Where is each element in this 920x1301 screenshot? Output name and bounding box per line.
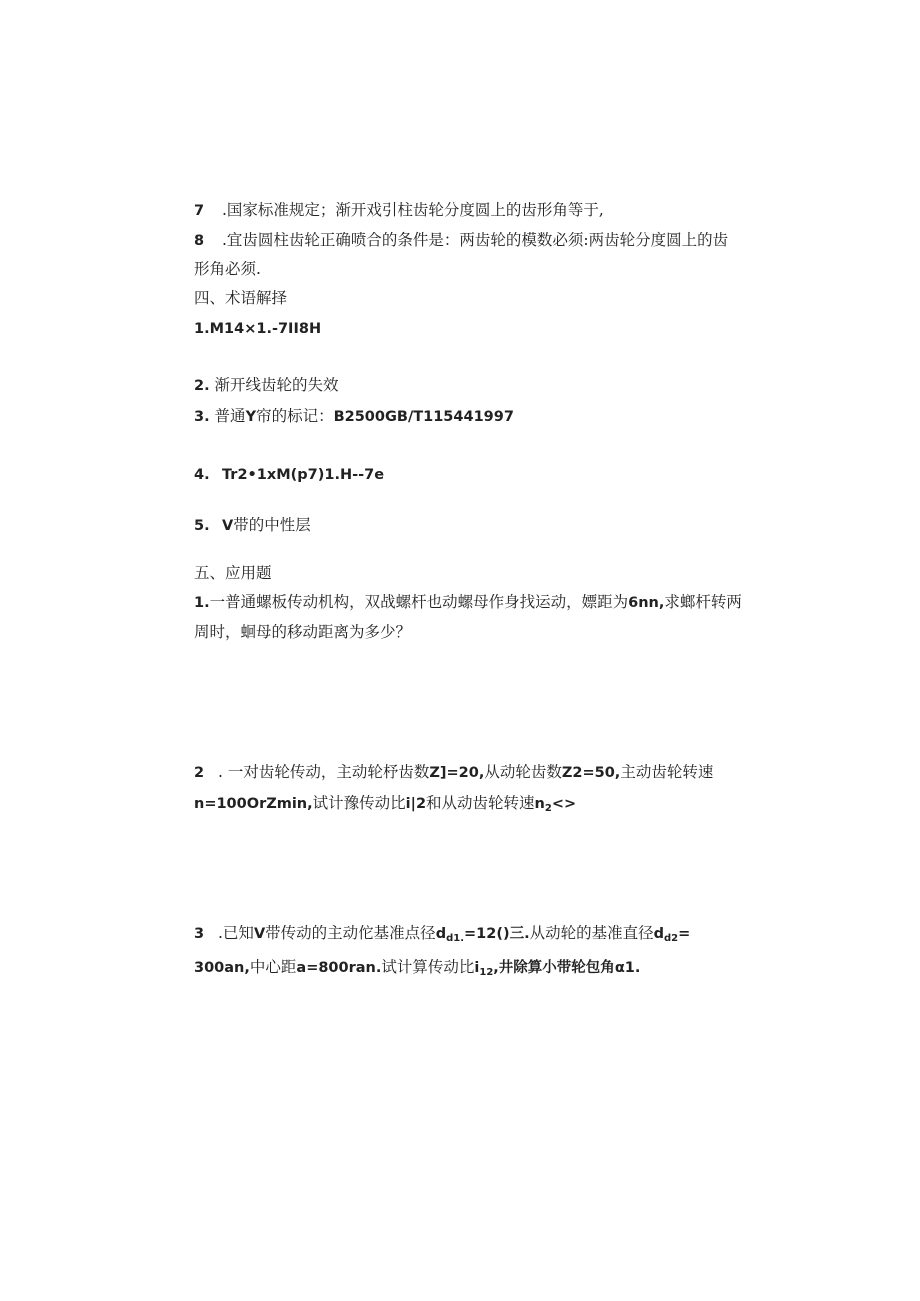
problem-value: 300an, [194, 960, 250, 976]
problem-2 [194, 761, 713, 784]
term-5 [194, 514, 311, 537]
problem-number: 1. [194, 595, 210, 611]
problem-text: 和从动齿轮转速 [426, 794, 535, 812]
problem-value: Z]=20, [429, 765, 485, 781]
problem-value: α1. [614, 960, 641, 976]
problem-value: $d_{d1.}=12()$三. [435, 926, 530, 944]
thread-code: Tr2•1xM(p7)1.H--7e [222, 467, 385, 483]
question-text: .宜齿圆柱齿轮正确喷合的条件是：两齿轮的模数必须:两齿轮分度圆上的齿 [222, 231, 729, 249]
problem-text: 中心距 [249, 958, 297, 976]
problem-3-continued [194, 956, 640, 984]
problem-text: ,井除算小带轮包角 [493, 960, 615, 976]
term-4 [194, 463, 384, 486]
question-8 [194, 229, 728, 252]
term-number: 2. [194, 378, 210, 394]
question-7 [194, 199, 604, 222]
belt-code: B2500GB/T115441997 [333, 409, 514, 425]
problem-value: $d_{d2}=$ [653, 926, 691, 944]
problem-number: 3 [194, 926, 205, 942]
problem-text: 求螂杆转两 [664, 593, 742, 611]
term-letter: Y [245, 409, 257, 425]
term-2 [194, 374, 339, 397]
problem-text: 主动齿轮转速 [620, 763, 714, 781]
question-number: 8 [194, 233, 205, 249]
problem-text: 试计算传动比 [381, 958, 475, 976]
section-heading-terms: 四、术语解择 [194, 289, 288, 307]
problem-2-continued [194, 792, 576, 820]
problem-3 [194, 922, 690, 950]
problem-text: . 一对齿轮传动，主动轮杼齿数 [218, 763, 430, 781]
section-heading-applications: 五、应用题 [194, 564, 272, 582]
problem-text: 带传动的主动佗基准点径 [265, 924, 436, 942]
term-text: 带的中性层 [233, 516, 311, 534]
question-text: .国家标准规定；渐开戏引柱齿轮分度圆上的齿形角等于, [222, 201, 604, 219]
question-text: 形角必须. [194, 260, 261, 278]
problem-text: .已知 [218, 924, 254, 942]
problem-value: a=800ran. [296, 960, 382, 976]
problem-1 [194, 591, 742, 614]
problem-value: $i_{12}$ [474, 960, 494, 978]
problem-letter: V [253, 926, 266, 942]
term-text: 帘的标记： [256, 407, 334, 425]
problem-value: 6nn, [628, 595, 665, 611]
term-3 [194, 405, 514, 428]
question-number: 7 [194, 203, 205, 219]
term-text: 普通 [214, 407, 246, 425]
question-8-continued [194, 258, 261, 280]
problem-text: 试计豫传动比 [312, 794, 406, 812]
problem-value: i|2 [405, 796, 427, 812]
problem-1-continued: 周时，蛔母的移动距离为多少？ [194, 623, 412, 641]
problem-value: n=100OrZmin, [194, 796, 313, 812]
problem-text: 一普通螺板传动机构，双战螺杆也动螺母作身找运动，嫖距为 [209, 593, 629, 611]
problem-number: 2 [194, 765, 205, 781]
term-1: 1.M14×1.-7II8H [194, 321, 322, 337]
term-number: 5. [194, 518, 210, 534]
problem-value: $n_2<>$ [534, 796, 577, 814]
problem-value: Z2=50, [561, 765, 621, 781]
term-number: 3. [194, 409, 210, 425]
problem-text: 从动轮齿数 [484, 763, 562, 781]
term-letter: V [222, 518, 234, 534]
problem-text: 从动轮的基准直径 [529, 924, 654, 942]
term-text: 渐开线齿轮的失效 [214, 376, 339, 394]
term-number: 4. [194, 467, 210, 483]
